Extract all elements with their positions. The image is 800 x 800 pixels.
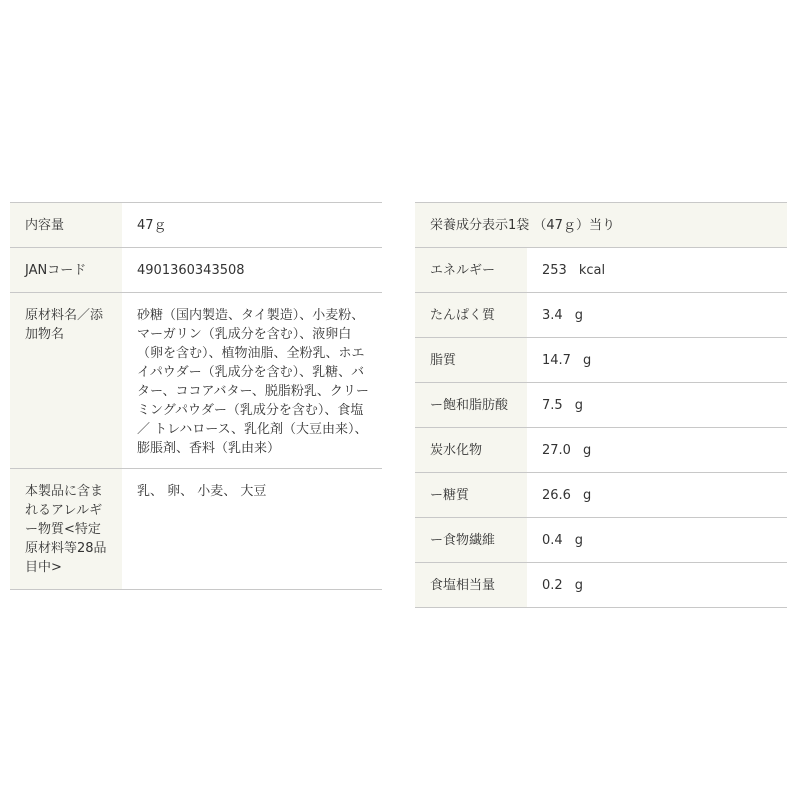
nutrition-label: 脂質 <box>415 338 527 383</box>
nutrition-amount: 27.0 <box>542 443 571 458</box>
nutrition-row <box>415 563 787 608</box>
nutrition-value <box>527 338 787 383</box>
nutrition-row <box>415 518 787 563</box>
nutrition-amount: 3.4 <box>542 308 563 323</box>
nutrition-unit: kcal <box>578 263 606 278</box>
nutrition-row <box>415 473 787 518</box>
nutrition-header-row <box>415 203 787 248</box>
nutrition-row <box>415 383 787 428</box>
nutrition-label: ー飽和脂肪酸 <box>415 383 527 428</box>
nutrition-unit: g <box>582 488 592 503</box>
nutrition-label: ー食物繊維 <box>415 518 527 563</box>
nutrition-header: 栄養成分表示1袋 （47ｇ）当り <box>415 203 787 248</box>
nutrition-row <box>415 428 787 473</box>
nutrition-unit: g <box>574 578 583 593</box>
product-value-jan: 4901360343508 <box>122 248 382 293</box>
nutrition-value <box>527 563 787 608</box>
nutrition-amount: 7.5 <box>542 398 563 413</box>
nutrition-label: 食塩相当量 <box>415 563 527 608</box>
product-label-allergens <box>10 469 122 590</box>
product-label-content: 内容量 <box>10 203 122 248</box>
product-info-table <box>10 202 382 590</box>
nutrition-amount: 0.4 <box>542 533 563 548</box>
nutrition-value <box>527 518 787 563</box>
nutrition-amount: 14.7 <box>542 353 571 368</box>
nutrition-unit: g <box>574 308 583 323</box>
nutrition-body <box>415 248 787 608</box>
nutrition-value <box>527 248 787 293</box>
product-value-allergens: 乳、 卵、 小麦、 大豆 <box>122 469 382 590</box>
nutrition-row <box>415 293 787 338</box>
product-label-allergens-text: 本製品に含まれるアレルギー物質<特定原材料等28品目中> <box>25 484 107 575</box>
nutrition-table <box>415 202 787 608</box>
nutrition-label: ー糖質 <box>415 473 527 518</box>
product-row-jan <box>10 248 382 293</box>
nutrition-amount: 26.6 <box>542 488 571 503</box>
product-value-ingredients <box>122 293 382 469</box>
nutrition-amount: 0.2 <box>542 578 563 593</box>
product-label-ingredients-text: 原材料名／添加物名 <box>25 308 104 342</box>
nutrition-label: 炭水化物 <box>415 428 527 473</box>
nutrition-unit: g <box>574 533 583 548</box>
nutrition-unit: g <box>582 443 592 458</box>
nutrition-value <box>527 383 787 428</box>
product-row-ingredients <box>10 293 382 469</box>
nutrition-row <box>415 338 787 383</box>
nutrition-value <box>527 293 787 338</box>
product-label-jan: JANコード <box>10 248 122 293</box>
nutrition-unit: g <box>582 353 592 368</box>
nutrition-label: エネルギー <box>415 248 527 293</box>
nutrition-amount: 253 <box>542 263 567 278</box>
nutrition-value <box>527 428 787 473</box>
nutrition-unit: g <box>574 398 583 413</box>
nutrition-row <box>415 248 787 293</box>
nutrition-label: たんぱく質 <box>415 293 527 338</box>
nutrition-value <box>527 473 787 518</box>
product-label-ingredients <box>10 293 122 469</box>
product-value-content: 47ｇ <box>122 203 382 248</box>
product-row-content <box>10 203 382 248</box>
product-row-allergens <box>10 469 382 590</box>
product-value-ingredients-text: 砂糖（国内製造、タイ製造）、小麦粉、マーガリン（乳成分を含む）、液卵白（卵を含む）、植物油脂、全粉乳、ホエイパウダー（乳成分を含む）、乳糖、バター、ココアバター、脱脂粉乳、クリーミングパウダー（乳成分を含む）、食塩 ／ トレハロース、乳化剤（大豆由来）、膨脹剤、香料（乳由来） <box>137 308 369 456</box>
